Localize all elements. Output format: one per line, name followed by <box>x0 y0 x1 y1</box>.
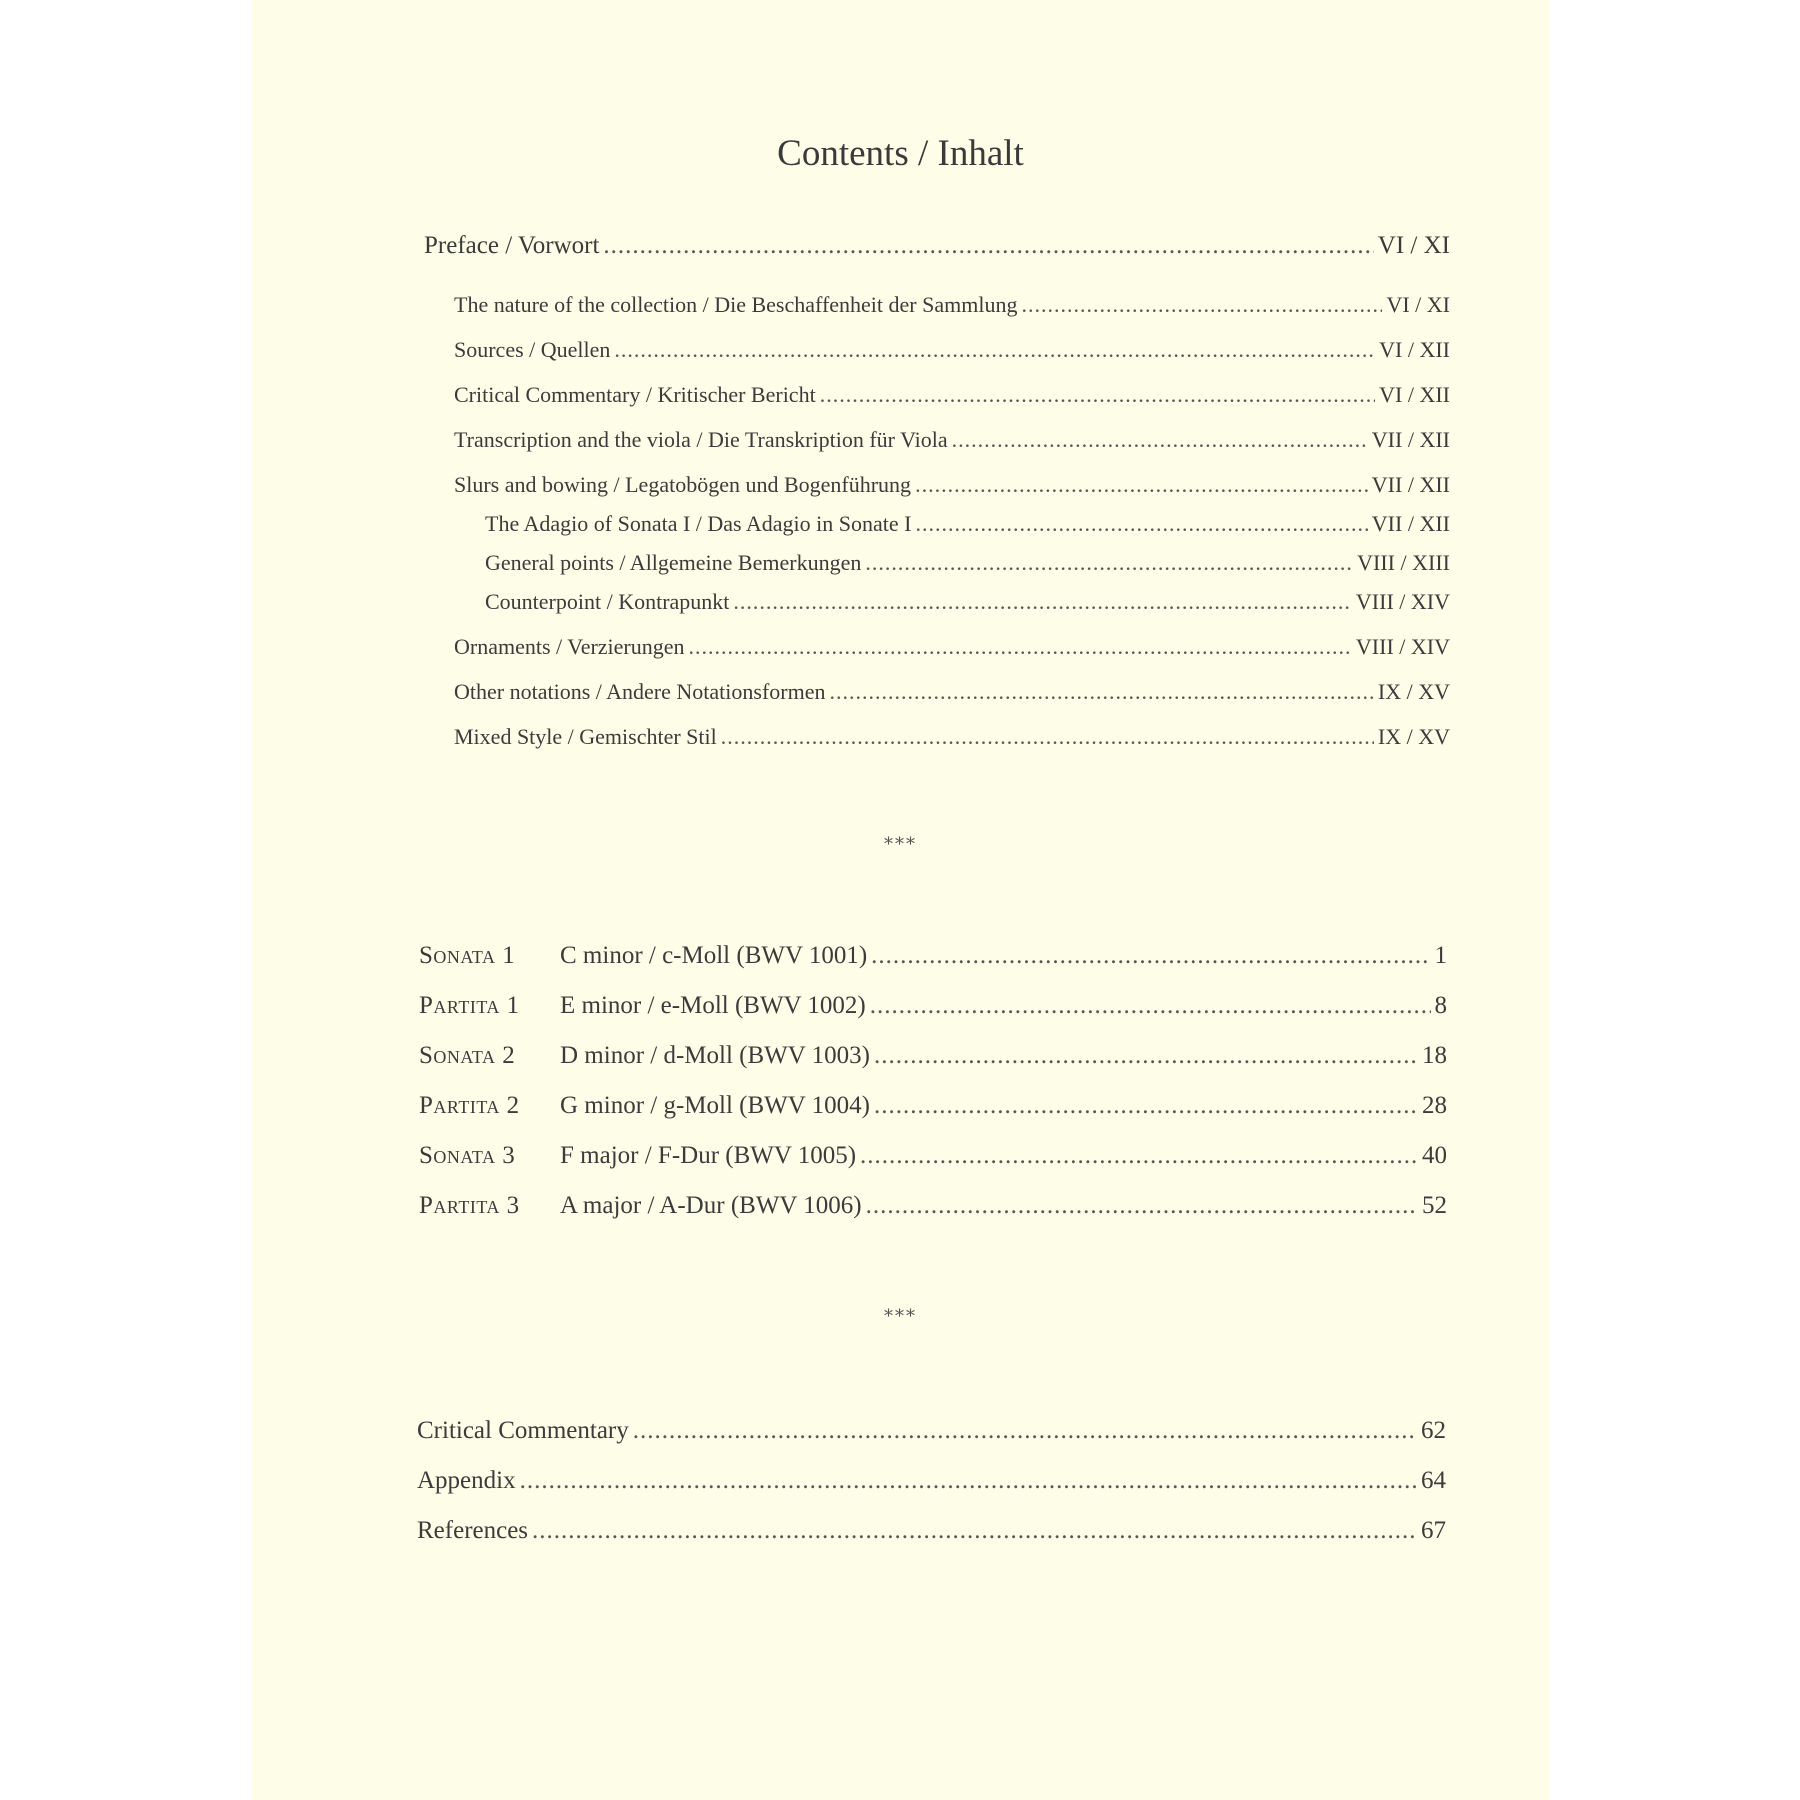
toc-entry <box>454 427 1450 453</box>
toc-entry-page: VII / XII <box>1371 427 1450 452</box>
toc-entry-label: Transcription and the viola / Die Transkription für Viola <box>454 427 948 452</box>
toc-entry-page: VIII / XIII <box>1357 550 1450 575</box>
leader-dots <box>871 942 1430 970</box>
section-separator: *** <box>884 834 917 855</box>
toc-entry-work <box>419 992 1447 1020</box>
toc-entry-page: 67 <box>1421 1517 1446 1544</box>
leader-dots <box>870 992 1431 1020</box>
toc-entry-page: 64 <box>1421 1467 1446 1494</box>
toc-entry <box>417 1517 1446 1545</box>
toc-entry-work <box>419 1192 1447 1220</box>
section-separator: *** <box>884 1306 917 1327</box>
work-type: Partita 3 <box>419 1192 520 1219</box>
toc-entry-page: 8 <box>1434 992 1447 1019</box>
toc-entry-page: VI / XI <box>1386 292 1450 317</box>
leader-dots <box>866 1192 1418 1220</box>
toc-entry <box>485 511 1450 537</box>
toc-entry-preface <box>424 232 1450 260</box>
work-type: Sonata 3 <box>419 1142 516 1169</box>
toc-entry <box>454 679 1450 705</box>
work-key: D minor / d-Moll (BWV 1003) <box>560 1042 870 1069</box>
toc-entry-label: Appendix <box>417 1467 516 1494</box>
toc-entry-page: VIII / XIV <box>1355 634 1450 659</box>
leader-dots <box>865 550 1353 576</box>
toc-entry-work <box>419 1142 1447 1170</box>
work-type: Sonata 2 <box>419 1042 516 1069</box>
toc-entry-label: Ornaments / Verzierungen <box>454 634 685 659</box>
toc-entry-label: References <box>417 1517 529 1544</box>
work-key: G minor / g-Moll (BWV 1004) <box>560 1092 870 1119</box>
leader-dots <box>520 1467 1417 1495</box>
toc-entry-page: VII / XII <box>1371 511 1450 536</box>
toc-entry-label: Critical Commentary / Kritischer Bericht <box>454 382 816 407</box>
leader-dots <box>689 634 1352 660</box>
toc-entry-label: Mixed Style / Gemischter Stil <box>454 724 717 749</box>
toc-entry-page: VI / XII <box>1379 382 1450 407</box>
leader-dots <box>532 1517 1417 1545</box>
toc-entry-page: VI / XI <box>1377 232 1450 259</box>
leader-dots <box>603 232 1373 260</box>
leader-dots <box>915 472 1368 498</box>
toc-entry-label: General points / Allgemeine Bemerkungen <box>485 550 862 575</box>
toc-entry-page: 52 <box>1422 1192 1447 1219</box>
leader-dots <box>952 427 1368 453</box>
work-key: C minor / c-Moll (BWV 1001) <box>560 942 868 969</box>
toc-entry-page: IX / XV <box>1377 679 1450 704</box>
leader-dots <box>1021 292 1382 318</box>
toc-entry <box>454 634 1450 660</box>
toc-entry <box>454 382 1450 408</box>
leader-dots <box>614 337 1375 363</box>
toc-entry-page: 40 <box>1422 1142 1447 1169</box>
toc-entry-page: 62 <box>1421 1417 1446 1444</box>
leader-dots <box>633 1417 1417 1445</box>
toc-entry <box>454 337 1450 363</box>
toc-entry-page: 28 <box>1422 1092 1447 1119</box>
work-key: A major / A-Dur (BWV 1006) <box>560 1192 862 1219</box>
toc-entry <box>454 724 1450 750</box>
toc-entry-label: The nature of the collection / Die Beschaffenheit der Sammlung <box>454 292 1018 317</box>
page <box>252 0 1549 1800</box>
toc-entry-work <box>419 1092 1447 1120</box>
toc-entry-label: Preface / Vorwort <box>424 232 600 259</box>
leader-dots <box>721 724 1374 750</box>
work-type: Partita 1 <box>419 992 520 1019</box>
toc-entry-label: Counterpoint / Kontrapunkt <box>485 589 730 614</box>
toc-entry-page: VIII / XIV <box>1355 589 1450 614</box>
leader-dots <box>733 589 1351 615</box>
toc-entry <box>485 550 1450 576</box>
work-type: Partita 2 <box>419 1092 520 1119</box>
toc-entry <box>417 1467 1446 1495</box>
toc-entry-label: The Adagio of Sonata I / Das Adagio in Sonate I <box>485 511 912 536</box>
leader-dots <box>820 382 1375 408</box>
toc-entry <box>417 1417 1446 1445</box>
page-title: Contents / Inhalt <box>777 133 1024 174</box>
leader-dots <box>915 511 1367 537</box>
toc-entry-label: Other notations / Andere Notationsformen <box>454 679 826 704</box>
toc-entry-work <box>419 942 1447 970</box>
toc-entry-label: Critical Commentary <box>417 1417 629 1444</box>
toc-entry-page: VI / XII <box>1379 337 1450 362</box>
work-type: Sonata 1 <box>419 942 516 969</box>
work-key: F major / F-Dur (BWV 1005) <box>560 1142 857 1169</box>
leader-dots <box>874 1092 1418 1120</box>
toc-entry <box>454 472 1450 498</box>
toc-entry-page: IX / XV <box>1377 724 1450 749</box>
toc-entry-label: Sources / Quellen <box>454 337 611 362</box>
toc-entry-label: Slurs and bowing / Legatobögen und Bogenführung <box>454 472 912 497</box>
toc-entry-work <box>419 1042 1447 1070</box>
leader-dots <box>860 1142 1418 1170</box>
toc-entry <box>485 589 1450 615</box>
leader-dots <box>829 679 1373 705</box>
toc-entry <box>454 292 1450 318</box>
leader-dots <box>874 1042 1418 1070</box>
toc-entry-page: VII / XII <box>1371 472 1450 497</box>
toc-entry-page: 1 <box>1434 942 1447 969</box>
work-key: E minor / e-Moll (BWV 1002) <box>560 992 866 1019</box>
toc-entry-page: 18 <box>1422 1042 1447 1069</box>
